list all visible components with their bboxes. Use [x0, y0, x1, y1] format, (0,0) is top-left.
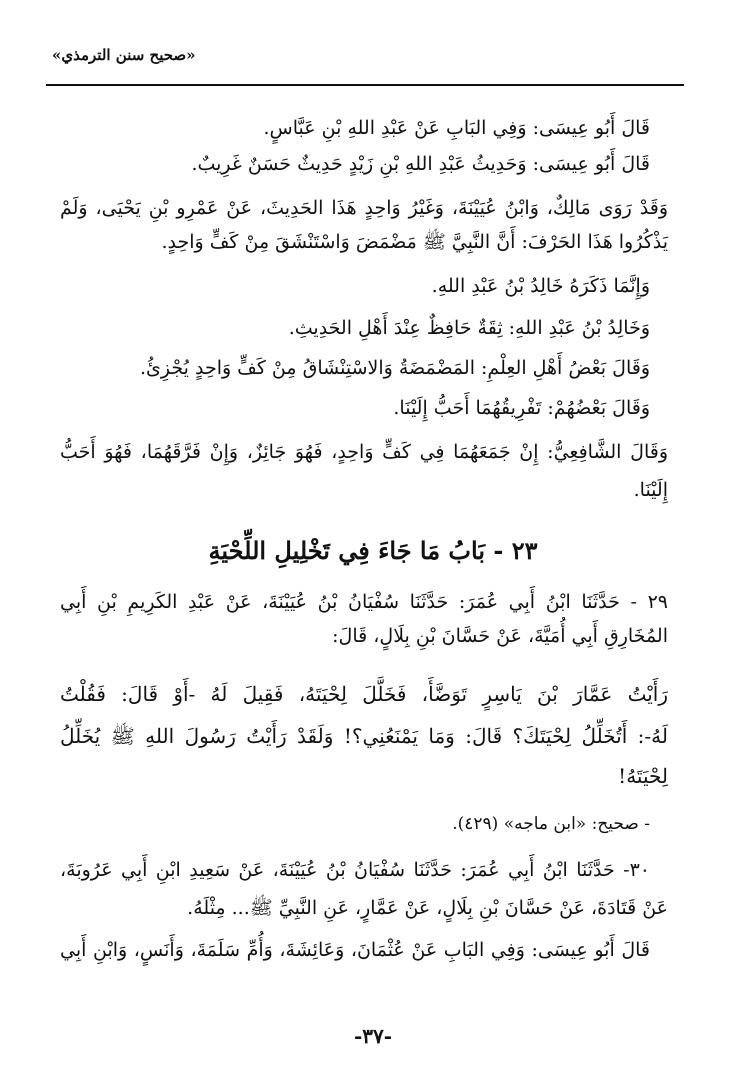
hadith-30-line: عَنْ قَتَادَةَ، عَنْ حَسَّانَ بْنِ بِلَالٍ، عَنْ عَمَّارٍ، عَنِ النَّبِيِّ ﷺ... مِثْلَهُ.	[187, 897, 668, 919]
text-line: وَقَالَ بَعْضُ أَهْلِ العِلْمِ: المَضْمَضَةُ وَالاسْتِنْشَاقُ مِنْ كَفٍّ وَاحِدٍ يُجْزِئُ.	[139, 357, 650, 379]
hadith-grading: - صحيح: «ابن ماجه» (٤٢٩).	[452, 814, 650, 834]
text-line: وَقَالَ بَعْضُهُمْ: تَفْرِيقُهُمَا أَحَبُّ إِلَيْنَا.	[393, 397, 650, 419]
hadith-29-matn-line: لِحْيَتَهُ!	[618, 764, 668, 788]
hadith-29-matn-line: لَهُ-: أَتُخَلِّلُ لِحْيَتَكَ؟ قَالَ: وَمَا يَمْنَعُنِي؟! وَلَقَدْ رَأَيْتُ رَسُولَ اللهِ ﷺ يُخَلِّلُ	[60, 724, 668, 748]
text-line: يَذْكُرُوا هَذَا الحَرْفَ: أَنَّ النَّبِيَّ ﷺ مَضْمَضَ وَاسْتَنْشَقَ مِنْ كَفٍّ وَاحِدٍ.	[161, 231, 668, 253]
hadith-29-matn-line: رَأَيْتُ عَمَّارَ بْنَ يَاسِرٍ تَوَضَّأَ، فَخَلَّلَ لِحْيَتَهُ، فَقِيلَ لَهُ -أَوْ قَالَ: فَقُلْتُ	[60, 682, 668, 706]
text-line: وَقَالَ الشَّافِعِيُّ: إِنْ جَمَعَهُمَا فِي كَفٍّ وَاحِدٍ، فَهُوَ جَائِزٌ، وَإِنْ فَرَّقَهُمَا، فَهُوَ أَحَبُّ	[60, 441, 668, 463]
text-line: قَالَ أَبُو عِيسَى: وَفِي البَابِ عَنْ عُثْمَانَ، وَعَائِشَةَ، وَأُمِّ سَلَمَةَ، وَأَنَسٍ، وَابْنِ أَبِي	[60, 939, 650, 961]
text-line: قَالَ أَبُو عِيسَى: وَحَدِيثُ عَبْدِ اللهِ بْنِ زَيْدٍ حَدِيثٌ حَسَنٌ غَرِيبٌ.	[191, 153, 650, 175]
hadith-29-isnad-line: المُخَارِقِ أَبِي أُمَيَّةَ، عَنْ حَسَّانَ بْنِ بِلَالٍ، قَالَ:	[332, 625, 668, 647]
text-line: قَالَ أَبُو عِيسَى: وَفِي البَابِ عَنْ عَبْدِ اللهِ بْنِ عَبَّاسٍ.	[263, 117, 650, 139]
hadith-30-line: ٣٠- حَدَّثَنَا ابْنُ أَبِي عُمَرَ: حَدَّثَنَا سُفْيَانُ بْنُ عُيَيْنَةَ، عَنْ سَعِيدِ ابْنِ أَبِي عَرُوبَةَ،	[60, 859, 650, 881]
hadith-29-isnad-line: ٢٩ - حَدَّثَنَا ابْنُ أَبِي عُمَرَ: حَدَّثَنَا سُفْيَانُ بْنُ عُيَيْنَةَ، عَنْ عَبْدِ الكَرِيمِ بْنِ أَبِي	[60, 591, 668, 613]
page-number: -٣٧-	[353, 1024, 393, 1048]
text-line: وَقَدْ رَوَى مَالِكٌ، وَابْنُ عُيَيْنَةَ، وَغَيْرُ وَاحِدٍ هَذَا الحَدِيثَ، عَنْ عَمْرِو بْنِ يَحْيَى، وَلَمْ	[60, 197, 668, 219]
text-line: إِلَيْنَا.	[633, 479, 668, 501]
text-line: وَإِنَّمَا ذَكَرَهُ خَالِدُ بْنُ عَبْدِ اللهِ.	[431, 275, 650, 297]
header-divider	[46, 84, 684, 86]
running-header-title: «صحيح سنن الترمذي»	[52, 46, 196, 64]
chapter-title: ٢٣ - بَابُ مَا جَاءَ فِي تَخْلِيلِ اللِّحْيَةِ	[208, 536, 538, 565]
text-line: وَخَالِدُ بْنُ عَبْدِ اللهِ: ثِقَةٌ حَافِظٌ عِنْدَ أَهْلِ الحَدِيثِ.	[288, 317, 650, 339]
